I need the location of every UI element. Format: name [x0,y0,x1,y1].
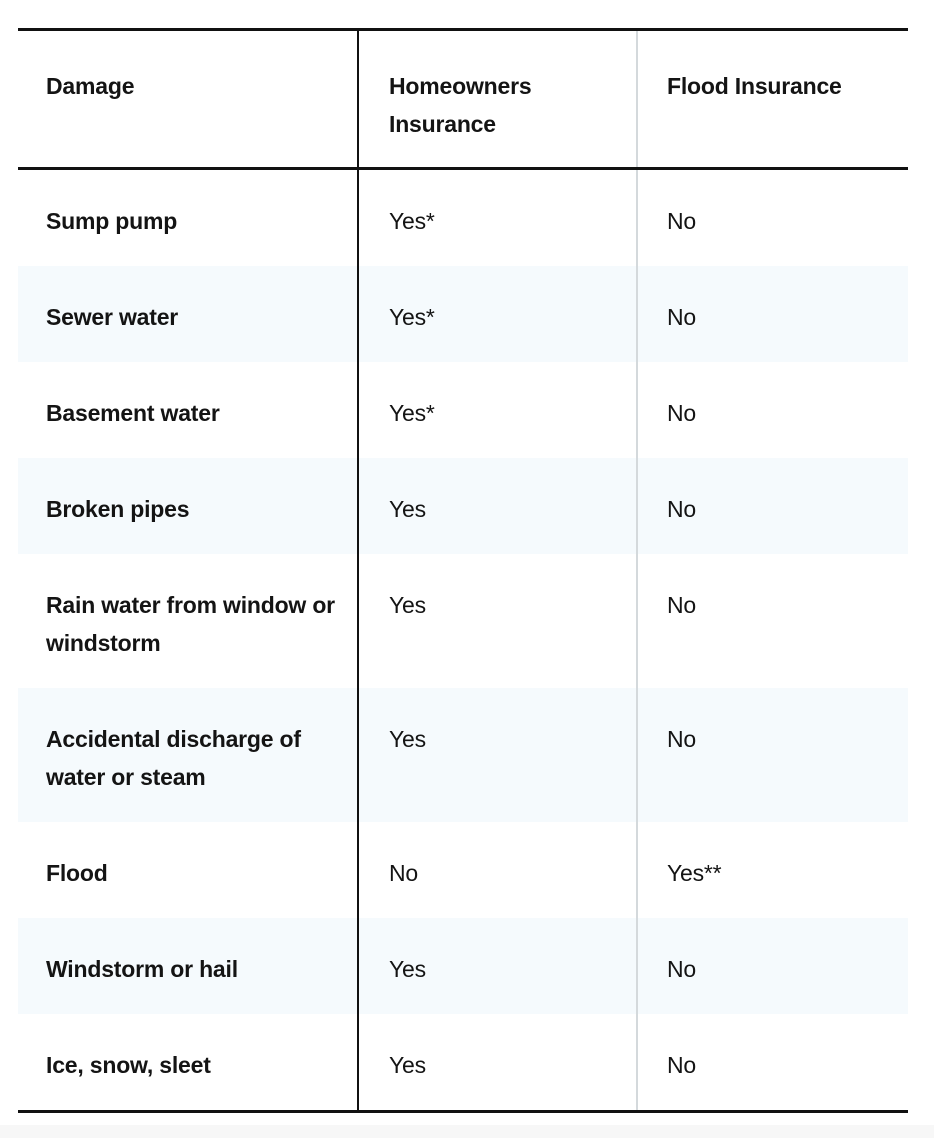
table-row [18,918,908,1014]
damage-cell: Accidental discharge of water or steam [18,688,359,822]
damage-cell: Rain water from window or windstorm [18,554,359,688]
flood-cell: No [667,400,697,426]
flood-cell: No [667,496,697,522]
damage-cell: Flood [18,822,359,918]
homeowners-cell: Yes [359,1014,638,1110]
table-row [18,1014,908,1110]
damage-cell: Sewer water [18,266,359,362]
homeowners-cell: Yes [359,554,638,688]
table-row [18,170,908,266]
table-row [18,822,908,918]
table-row [18,554,908,688]
homeowners-cell: Yes* [359,266,638,362]
homeowners-cell: Yes* [359,170,638,266]
damage-cell: Basement water [18,362,359,458]
flood-cell: No [667,1052,697,1078]
table-row [18,362,908,458]
flood-cell: No [667,304,697,330]
flood-cell: No [667,726,697,752]
damage-cell: Ice, snow, sleet [18,1014,359,1110]
flood-cell: No [667,208,697,234]
header-homeowners-insurance: Homeowners Insurance [359,31,638,167]
homeowners-cell: Yes* [359,362,638,458]
homeowners-cell: Yes [359,918,638,1014]
flood-cell: No [667,956,697,982]
damage-cell: Windstorm or hail [18,918,359,1014]
table-row [18,458,908,554]
homeowners-cell: Yes [359,688,638,822]
header-damage: Damage [18,31,359,167]
damage-cell: Broken pipes [18,458,359,554]
flood-cell: No [667,592,697,618]
flood-cell: Yes** [667,860,722,886]
coverage-table [18,28,908,1113]
homeowners-cell: Yes [359,458,638,554]
homeowners-cell: No [359,822,638,918]
damage-cell: Sump pump [18,170,359,266]
table-header-row [18,31,908,170]
header-flood-insurance: Flood Insurance [667,73,842,99]
table-row [18,266,908,362]
table-row [18,688,908,822]
